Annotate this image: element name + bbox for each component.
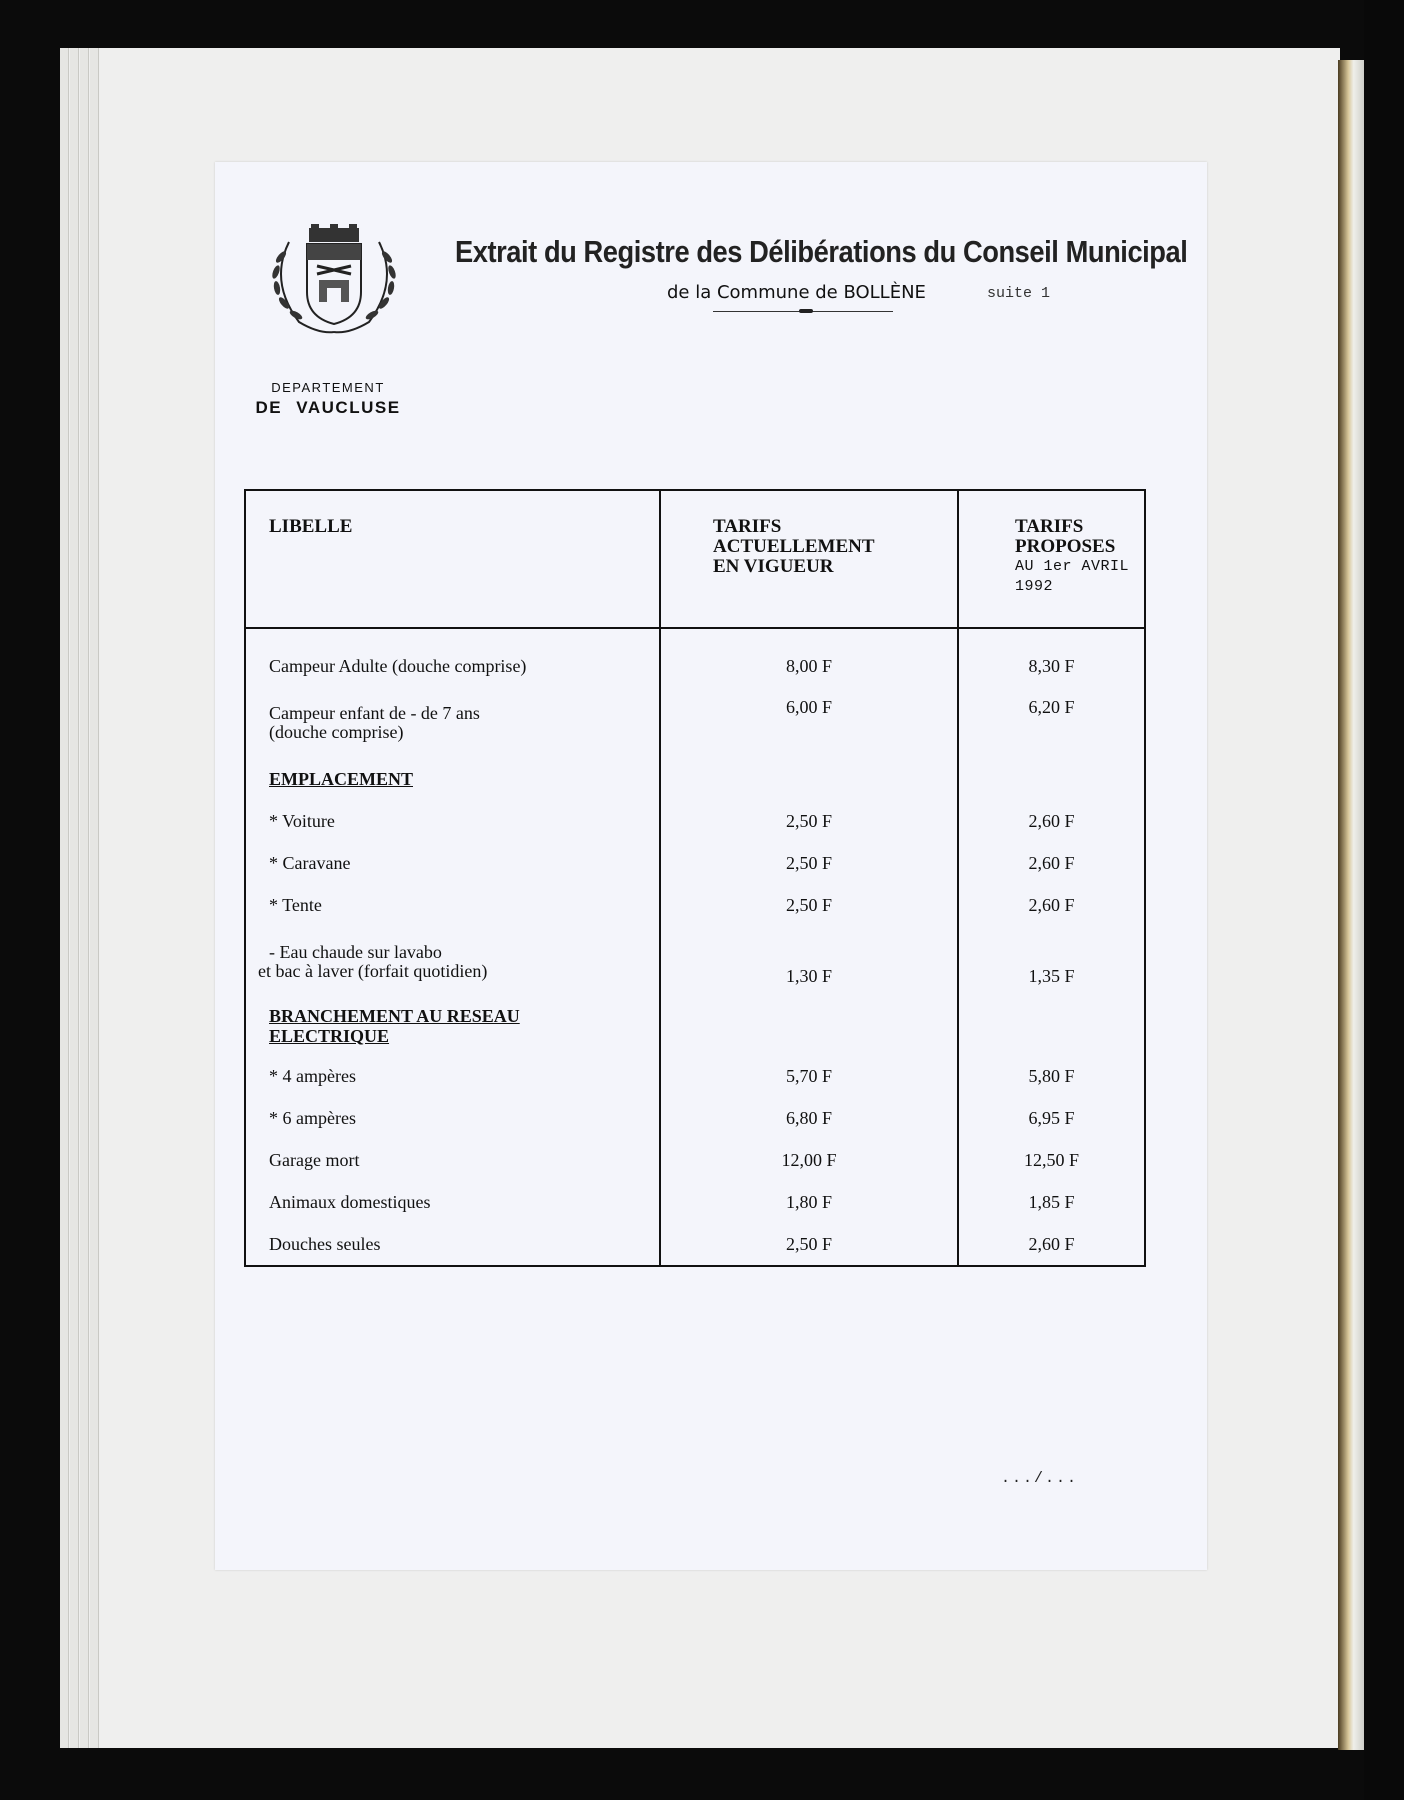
document-subtitle: de la Commune de BOLLÈNE bbox=[667, 282, 926, 303]
table-row bbox=[245, 1139, 1145, 1181]
row-label: Animaux domestiques bbox=[245, 1181, 660, 1223]
row-label: * 4 ampères bbox=[245, 1055, 660, 1097]
page-edge-4 bbox=[90, 48, 99, 1748]
section-heading-emplacement: EMPLACEMENT bbox=[245, 758, 660, 800]
table-row bbox=[245, 842, 1145, 884]
row-current-price: 1,30 F bbox=[660, 926, 958, 997]
tariff-table bbox=[244, 489, 1146, 1267]
row-proposed-price: 5,80 F bbox=[958, 1055, 1145, 1097]
page-suite-label: suite 1 bbox=[987, 285, 1051, 302]
column-header-current-line1: TARIFS bbox=[713, 516, 782, 537]
row-label: Douches seules bbox=[245, 1223, 660, 1266]
row-current-price: 2,50 F bbox=[660, 842, 958, 884]
row-current-price: 2,50 F bbox=[660, 884, 958, 926]
row-label bbox=[245, 926, 660, 997]
column-header-current-line2: ACTUELLEMENT bbox=[713, 536, 875, 557]
column-header-current bbox=[660, 490, 958, 628]
row-proposed-price: 1,85 F bbox=[958, 1181, 1145, 1223]
row-proposed-price: 2,60 F bbox=[958, 1223, 1145, 1266]
row-proposed-price: 12,50 F bbox=[958, 1139, 1145, 1181]
continuation-mark: .../... bbox=[1001, 1470, 1079, 1487]
row-label: * Voiture bbox=[245, 800, 660, 842]
table-section-row bbox=[245, 997, 1145, 1055]
page-edge-2 bbox=[70, 48, 79, 1748]
column-header-proposed-line3: AU 1er AVRIL 1992 bbox=[1015, 558, 1130, 595]
department-line2: DE VAUCLUSE bbox=[255, 398, 401, 417]
table-header-row bbox=[245, 490, 1145, 628]
row-current-price: 12,00 F bbox=[660, 1139, 958, 1181]
department-label bbox=[243, 380, 413, 418]
row-current-price: 1,80 F bbox=[660, 1181, 958, 1223]
row-current-price: 8,00 F bbox=[660, 645, 958, 687]
column-header-proposed-line1: TARIFS bbox=[1015, 516, 1084, 537]
row-label-line2: (douche comprise) bbox=[269, 721, 404, 742]
row-label: * Caravane bbox=[245, 842, 660, 884]
row-label-line1: Campeur enfant de - de 7 ans bbox=[269, 702, 480, 723]
row-proposed-price: 1,35 F bbox=[958, 926, 1145, 997]
row-current-price: 2,50 F bbox=[660, 1223, 958, 1266]
page-edge-3 bbox=[80, 48, 89, 1748]
section-heading-branchement bbox=[245, 997, 660, 1055]
row-label-line2: et bac à laver (forfait quotidien) bbox=[258, 960, 488, 981]
section-heading-line2: ELECTRIQUE bbox=[269, 1026, 390, 1046]
row-label: Campeur Adulte (douche comprise) bbox=[245, 645, 660, 687]
row-current-price: 6,80 F bbox=[660, 1097, 958, 1139]
table-row bbox=[245, 1181, 1145, 1223]
section-heading-line1: BRANCHEMENT AU RESEAU bbox=[269, 1006, 520, 1026]
table-section-row bbox=[245, 758, 1145, 800]
row-proposed-price: 2,60 F bbox=[958, 842, 1145, 884]
table-row bbox=[245, 1055, 1145, 1097]
table-row bbox=[245, 1097, 1145, 1139]
table-row bbox=[245, 645, 1145, 687]
row-proposed-price: 2,60 F bbox=[958, 800, 1145, 842]
column-header-libelle: LIBELLE bbox=[245, 490, 660, 628]
crest-icon bbox=[259, 222, 409, 342]
column-header-proposed bbox=[958, 490, 1145, 628]
row-proposed-price: 6,20 F bbox=[958, 687, 1145, 758]
row-proposed-price: 2,60 F bbox=[958, 884, 1145, 926]
row-label: * 6 ampères bbox=[245, 1097, 660, 1139]
row-label-line1: - Eau chaude sur lavabo bbox=[269, 941, 442, 962]
column-header-proposed-line2: PROPOSES bbox=[1015, 536, 1116, 557]
table-row bbox=[245, 800, 1145, 842]
row-current-price: 5,70 F bbox=[660, 1055, 958, 1097]
table-row bbox=[245, 884, 1145, 926]
page-edge-1 bbox=[60, 48, 69, 1748]
row-label: * Tente bbox=[245, 884, 660, 926]
header-divider bbox=[713, 311, 893, 312]
column-header-current-line3: EN VIGUEUR bbox=[713, 556, 834, 577]
document-sheet bbox=[215, 162, 1207, 1570]
row-proposed-price: 8,30 F bbox=[958, 645, 1145, 687]
document-title: Extrait du Registre des Délibérations du Conseil Municipal bbox=[455, 234, 1188, 269]
table-row bbox=[245, 1223, 1145, 1266]
background-dark bbox=[1364, 0, 1404, 1800]
book-spine-edge bbox=[1338, 60, 1364, 1750]
department-line1: DEPARTEMENT bbox=[271, 380, 385, 395]
row-current-price: 6,00 F bbox=[660, 687, 958, 758]
row-current-price: 2,50 F bbox=[660, 800, 958, 842]
row-label bbox=[245, 687, 660, 758]
row-proposed-price: 6,95 F bbox=[958, 1097, 1145, 1139]
row-label: Garage mort bbox=[245, 1139, 660, 1181]
table-row bbox=[245, 687, 1145, 758]
table-row bbox=[245, 926, 1145, 997]
table-spacer bbox=[245, 628, 1145, 645]
